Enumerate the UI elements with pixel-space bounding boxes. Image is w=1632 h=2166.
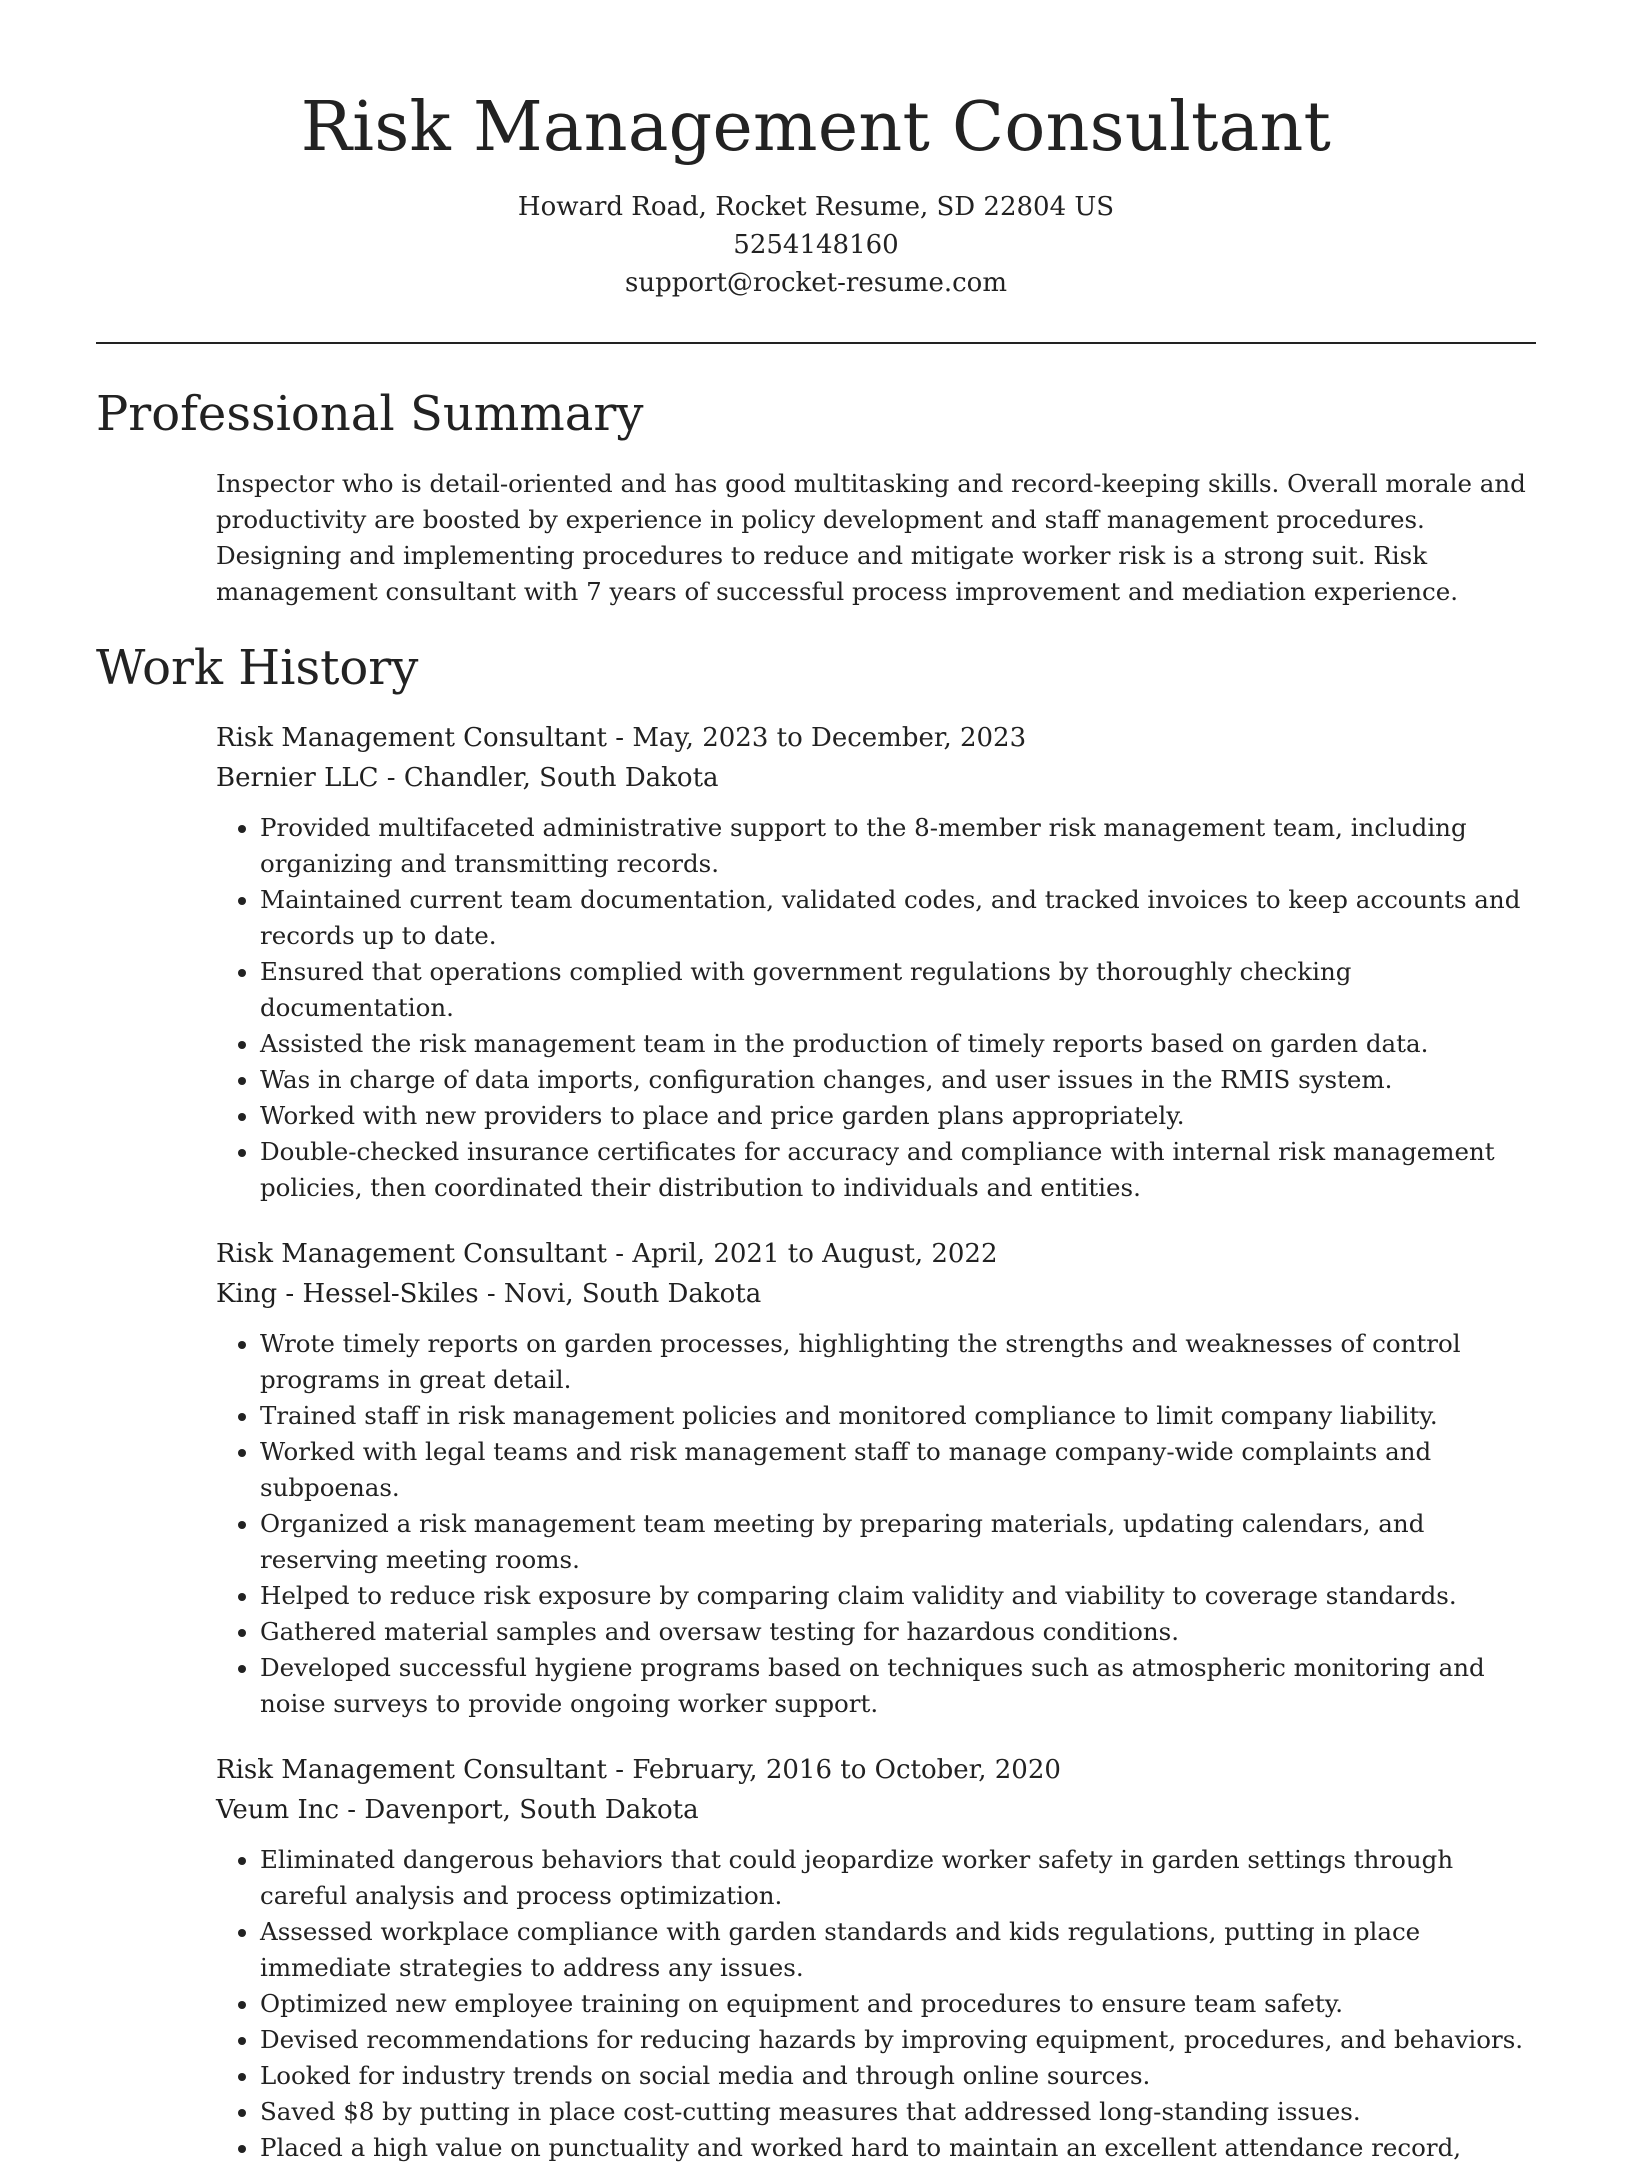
job-bullet: • Wrote timely reports on garden processes, highlighting the strengths and weaknesses of control programs in great detail.: [260, 1326, 1536, 1398]
header-divider: [96, 342, 1536, 344]
job-entry: [216, 1750, 1536, 2166]
contact-block: [0, 188, 1632, 302]
job-bullet: • Developed successful hygiene programs based on techniques such as atmospheric monitoring and noise surveys to provide ongoing worker support.: [260, 1650, 1536, 1722]
job-entry: [216, 1234, 1536, 1722]
job-bullet: • Assisted the risk management team in the production of timely reports based on garden data.: [260, 1026, 1536, 1062]
job-entry: [216, 718, 1536, 1206]
job-company: King - Hessel-Skiles: [216, 1279, 479, 1309]
contact-email: support@rocket-resume.com: [624, 268, 1007, 298]
job-bullet: • Looked for industry trends on social media and through online sources.: [260, 2058, 1536, 2094]
job-location: - Davenport, South Dakota: [339, 1795, 699, 1825]
contact-address: Howard Road, Rocket Resume, SD 22804 US: [517, 192, 1115, 222]
job-company-line: [216, 1790, 1536, 1830]
job-company-line: [216, 758, 1536, 798]
job-bullet: • Double-checked insurance certificates for accuracy and compliance with internal risk management policies, then coordinated their distribution to individuals and entities.: [260, 1134, 1536, 1206]
job-bullet: • Provided multifaceted administrative support to the 8-member risk management team, including organizing and transmitting records.: [260, 810, 1536, 882]
job-bullet: • Eliminated dangerous behaviors that could jeopardize worker safety in garden settings through careful analysis and process optimization.: [260, 1842, 1536, 1914]
job-bullet: • Devised recommendations for reducing hazards by improving equipment, procedures, and behaviors.: [260, 2022, 1536, 2058]
job-bullet: • Worked with legal teams and risk management staff to manage company-wide complaints and subpoenas.: [260, 1434, 1536, 1506]
job-bullet: • Organized a risk management team meeting by preparing materials, updating calendars, and reserving meeting rooms.: [260, 1506, 1536, 1578]
job-bullets: [216, 1326, 1536, 1722]
job-bullet: • Gathered material samples and oversaw testing for hazardous conditions.: [260, 1614, 1536, 1650]
job-company: Bernier LLC: [216, 763, 379, 793]
job-title: Risk Management Consultant: [216, 723, 607, 753]
job-dates: - May, 2023 to December, 2023: [607, 723, 1027, 753]
summary-heading: Professional Summary: [96, 386, 644, 442]
job-location: - Chandler, South Dakota: [378, 763, 719, 793]
job-title-line: [216, 718, 1536, 758]
job-bullet: • Worked with new providers to place and price garden plans appropriately.: [260, 1098, 1536, 1134]
contact-phone: 5254148160: [733, 230, 899, 260]
job-bullet: • Ensured that operations complied with government regulations by thoroughly checking documentation.: [260, 954, 1536, 1026]
job-dates: - February, 2016 to October, 2020: [607, 1755, 1061, 1785]
job-dates: - April, 2021 to August, 2022: [607, 1239, 998, 1269]
job-bullet: • Assessed workplace compliance with garden standards and kids regulations, putting in place immediate strategies to address any issues.: [260, 1914, 1536, 1986]
job-bullet: • Optimized new employee training on equipment and procedures to ensure team safety.: [260, 1986, 1536, 2022]
resume-header: [0, 0, 1632, 302]
job-title-line: [216, 1234, 1536, 1274]
job-company-line: [216, 1274, 1536, 1314]
job-location: - Novi, South Dakota: [478, 1279, 762, 1309]
job-bullets: [216, 1842, 1536, 2166]
summary-text: Inspector who is detail-oriented and has good multitasking and record-keeping skills. Overall morale and productivity are boosted by experience in policy development and staff management procedures. Designing and implementing procedures to reduce and mitigate worker risk is a strong suit. Risk management consultant with 7 years of successful process improvement and mediation experience.: [216, 469, 1526, 606]
job-bullet: • Was in charge of data imports, configuration changes, and user issues in the RMIS system.: [260, 1062, 1536, 1098]
job-bullets: [216, 810, 1536, 1206]
job-bullet: • Placed a high value on punctuality and worked hard to maintain an excellent attendance record,: [260, 2130, 1536, 2166]
job-company: Veum Inc: [216, 1795, 340, 1825]
job-title: Risk Management Consultant: [216, 1755, 607, 1785]
job-title: Risk Management Consultant: [216, 1239, 607, 1269]
work-history-heading: Work History: [96, 640, 419, 696]
job-bullet: • Maintained current team documentation, validated codes, and tracked invoices to keep accounts and records up to date.: [260, 882, 1536, 954]
candidate-name: Risk Management Consultant: [300, 88, 1332, 167]
job-title-line: [216, 1750, 1536, 1790]
job-bullet: • Trained staff in risk management policies and monitored compliance to limit company liability.: [260, 1398, 1536, 1434]
job-bullet: • Saved $8 by putting in place cost-cutting measures that addressed long-standing issues.: [260, 2094, 1536, 2130]
job-bullet: • Helped to reduce risk exposure by comparing claim validity and viability to coverage standards.: [260, 1578, 1536, 1614]
